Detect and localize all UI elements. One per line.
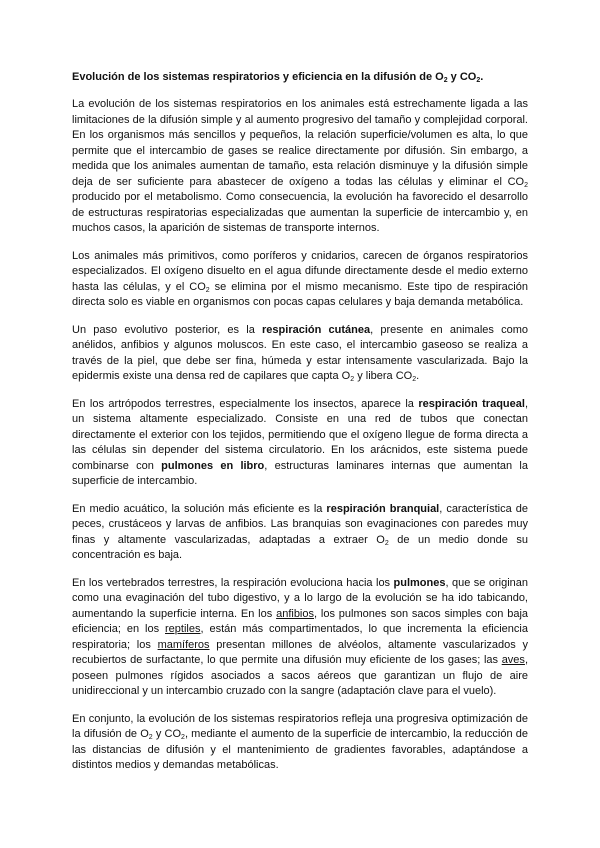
- paragraph-text: , característica de peces, crustáceos y larvas de anfibios. Las branquias son evaginaciones con paredes muy finas y altamente vascularizadas, adaptadas a extraer O: [72, 502, 528, 546]
- title-text: y CO: [447, 71, 477, 83]
- paragraph-text: Un paso evolutivo posterior, es la: [72, 323, 263, 336]
- paragraph-text: , un sistema altamente especializado. Consiste en una red de tubos que conectan directamente el exterior con los tejidos, permitiendo que el oxígeno llegue de forma directa a las células sin depender del sistema circulatorio. En los arácnidos, este sistema puede combinarse con: [72, 397, 528, 472]
- paragraph-text: producido por el metabolismo. Como consecuencia, la evolución ha favorecido el desarrollo de estructuras respiratorias especializadas que aumentan la superficie de intercambio y, en muchos casos, la aparición de sistemas de transporte internos.: [72, 191, 528, 234]
- paragraph-text: , estructuras laminares internas que aumentan la superficie de intercambio.: [72, 459, 528, 487]
- paragraph-text: se elimina por el mismo mecanismo. Este tipo de respiración directa solo es viable en organismos con pocas capas celulares y baja demanda metabólica.: [72, 280, 528, 308]
- paragraph-text: , que se originan como una evaginación del tubo digestivo, y a lo largo de la evolución se ha ido tabicando, aumentando la superficie interna. En los: [72, 576, 528, 620]
- subscript: 2: [350, 376, 355, 383]
- underlined-term: aves: [501, 654, 525, 666]
- paragraph-text: , los pulmones son sacos simples con baja eficiencia; en los: [72, 607, 529, 635]
- subscript: 2: [384, 539, 389, 547]
- paragraph-text: y libera CO: [354, 370, 413, 382]
- document-title: [72, 70, 528, 85]
- paragraph-intro: [72, 97, 528, 237]
- paragraph-text: Los animales más primitivos, como poríferos y cnidarios, carecen de órganos respiratorios especializados. El oxígeno disuelto en el agua difunde directamente desde el medio externo hasta las células, y el CO: [72, 249, 528, 293]
- document-body: [72, 70, 528, 786]
- subscript: 2: [524, 181, 528, 189]
- paragraph-conclusion: [72, 712, 528, 774]
- paragraph-text: , están más compartimentados, lo que incrementa la eficiencia respiratoria; los: [72, 623, 528, 651]
- paragraph-primitive-animals: [72, 249, 528, 311]
- subscript: 2: [476, 77, 481, 84]
- paragraph-branchial: [72, 502, 528, 564]
- subscript: 2: [412, 376, 417, 383]
- paragraph-text: En medio acuático, la solución más eficiente es la: [72, 502, 327, 515]
- bold-term: pulmones en libro: [161, 459, 265, 472]
- underlined-term: mamíferos: [157, 638, 210, 651]
- bold-term: respiración branquial: [326, 502, 440, 515]
- paragraph-text: de un medio donde su concentración es baja.: [72, 533, 528, 561]
- bold-term: respiración cutánea: [262, 323, 371, 336]
- paragraph-text: En los vertebrados terrestres, la respiración evoluciona hacia los: [72, 576, 394, 589]
- paragraph-tracheal: [72, 397, 528, 490]
- paragraph-text: En conjunto, la evolución de los sistemas respiratorios refleja una progresiva optimización de la difusión de O: [72, 712, 528, 740]
- paragraph-text: y CO: [152, 728, 182, 740]
- underlined-term: anfibios: [276, 607, 314, 620]
- paragraph-text: En los artrópodos terrestres, especialmente los insectos, aparece la: [72, 397, 419, 410]
- title-text: .: [480, 71, 484, 83]
- subscript: 2: [443, 77, 448, 84]
- paragraph-text: , presente en animales como anélidos, anfibios y algunos moluscos. En este caso, el intercambio gaseoso se realiza a través de la piel, que debe ser fina, húmeda y estar intensamente vascularizada. Bajo la epidermis existe una densa red de capilares que capta O: [72, 323, 528, 382]
- paragraph-lungs: [72, 576, 528, 700]
- paragraph-text: La evolución de los sistemas respiratorios en los animales está estrechamente ligada a las limitaciones de la difusión simple y al aumento progresivo del tamaño y complejidad corporal. En los organismos más sencillos y pequeños, la relación superficie/volumen es alta, lo que permite que el intercambio de gases se realice directamente por difusión. Sin embargo, a medida que los animales aumentan de tamaño, esta relación disminuye y la difusión simple deja de ser suficiente para abastecer de oxígeno a todas las células y eliminar el CO: [72, 98, 528, 188]
- paragraph-cutaneous: [72, 323, 528, 385]
- underlined-term: reptiles: [165, 623, 201, 635]
- subscript: 2: [148, 734, 153, 741]
- title-text: Evolución de los sistemas respiratorios y eficiencia en la difusión de O: [72, 71, 444, 83]
- paragraph-text: .: [416, 370, 420, 382]
- subscript: 2: [181, 734, 185, 741]
- subscript: 2: [205, 286, 210, 294]
- paragraph-text: presentan millones de alvéolos, altamente vascularizados y recubiertos de surfactante, lo que permite una difusión muy eficiente de los gases; las: [72, 638, 528, 666]
- paragraph-text: , mediante el aumento de la superficie de intercambio, la reducción de las distancias de difusión y el mantenimiento de gradientes favorables, adaptándose a distintos medios y demandas metabólicas.: [72, 728, 528, 771]
- paragraph-text: , poseen pulmones rígidos asociados a sacos aéreos que garantizan un flujo de aire unidireccional y un intercambio cruzado con la sangre (adaptación clave para el vuelo).: [72, 654, 528, 697]
- bold-term: pulmones: [393, 576, 446, 589]
- bold-term: respiración traqueal: [418, 397, 525, 410]
